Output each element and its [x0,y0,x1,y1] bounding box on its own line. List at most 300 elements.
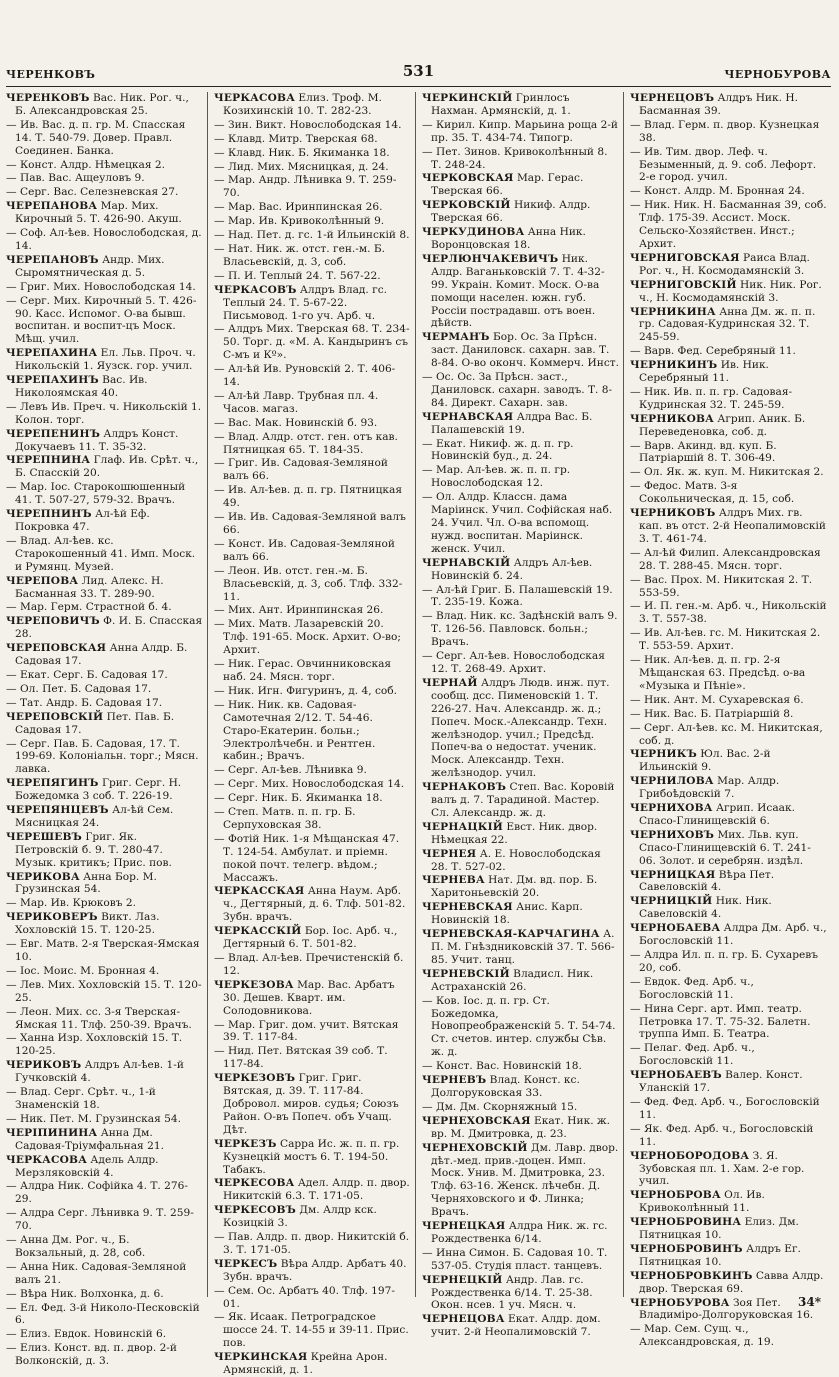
entry-surname: ЧЕРНЕЯ [422,847,477,860]
entry-details: Зоя Пет. Владиміро-Долгоруковская 16. [639,1296,814,1322]
entry-details: Алдра Ил. п. п. гр. Б. Сухаревъ 20, соб. [639,949,818,974]
directory-subentry [422,146,619,172]
entry-details: Крейна Арон. Армянскій, д. 1. [223,1351,388,1377]
entry-surname: ЧЕРНИКОВА [630,412,714,425]
entry-details: Анна Ник. Садовая-Земляной валъ 21. [15,1260,187,1286]
directory-subentry [6,1302,203,1328]
entry-details: Ив. Ал-ѣев. д. п. гр. Пятницкая 49. [223,484,403,510]
entry-surname: ЧЕРЕШЕВЪ [6,830,82,843]
entry-details: Анна Дм. ж. п. п. гр. Садовая-Кудринская 32. Т. 245-59. [639,305,816,344]
directory-subentry [422,1101,619,1114]
directory-subentry [214,229,411,242]
entry-details: Алдра Вас. Б. Палашевскій 19. [431,410,593,436]
directory-subentry [630,1042,827,1068]
entry-details: Левъ Ив. Преч. ч. Никольскій 1. Колон. торг. [15,400,202,426]
directory-subentry [6,227,203,253]
directory-subentry [214,511,411,537]
directory-entry [422,1074,619,1100]
entry-details: Ник. Ник. Н. Басманная 39, соб. Тлф. 175-39. Ассист. Моск. Сельско-Хозяйствен. Инст.; Архит. [639,199,827,250]
directory-subentry [6,1207,203,1233]
entry-details: Нид. Пет. Вятская 39 соб. Т. 117-84. [223,1045,388,1071]
directory-subentry [6,1032,203,1058]
directory-subentry [6,401,203,427]
entry-details: Пав. Алдр. п. двор. Никитскій б. 3. Т. 171-05. [223,1231,410,1256]
entry-details: Андр. Мих. Сыромятническая д. 5. [15,253,165,279]
entry-details: Фотій Ник. 1-я Мѣщанская 47. Т. 124-54. Амбулат. и пріемн. покой почт. телегр. вѣдом.; Массажъ. [223,832,400,884]
entry-details: Евг. Матв. 2-я Тверская-Ямская 10. [15,938,200,963]
directory-subentry [6,979,203,1005]
entry-surname: ЧЕРНАЦКІЙ [422,820,503,833]
directory-subentry [630,440,827,466]
entry-details: Дм. Алдр кск. Козицкій 3. [223,1204,377,1230]
entry-details: Елиз. Дм. Пятницкая 10. [639,1216,799,1242]
directory-entry [630,1189,827,1215]
directory-entry [630,1069,827,1095]
directory-entry [422,821,619,847]
entry-details: Ив. Ив. Садовая-Земляной валъ 66. [223,511,406,536]
entry-details: Алдръ Мих. Тверская 68. Т. 234-50. Торг. д. «М. А. Кандыринъ съ С-мъ и Кº». [223,323,410,362]
entry-surname: ЧЕРНОБРОВА [630,1189,721,1202]
entry-details: Ник. Ал-ѣев. д. п. гр. 2-я Мѣщанская 63. Предсѣд. о-ва «Музыка и Пѣніе». [639,654,806,692]
directory-entry [630,1243,827,1269]
directory-subentry [422,995,619,1060]
directory-subentry [214,565,411,604]
directory-entry [214,885,411,924]
entry-details: Лид. Алекс. Н. Басманная 33. Т. 289-90. [15,574,164,600]
directory-subentry [422,464,619,490]
directory-entry [422,1220,619,1246]
directory-subentry [630,654,827,693]
entry-surname: ЧЕРКИНСКІЙ [422,92,513,104]
header-rule [6,86,831,87]
directory-entry [422,172,619,198]
entry-details: З. Я. Зубовская пл. 1. Хам. 2-е гор. учил. [639,1149,805,1188]
entry-details: Агрип. Аник. Б. Переведеновка, соб. д. [639,412,806,438]
entry-details: Ник. Ник. кв. Садовая-Самотечная 2/12. Т. 54-46. Старо-Екатерин. больн.; Электролѣчебн. и Рентген. кабин.; Врачъ. [223,698,376,763]
column-1 [6,92,208,1368]
directory-subentry [214,1045,411,1071]
entry-details: Вѣра Алдр. Арбатъ 40. Зубн. врачъ. [223,1257,407,1283]
directory-subentry [6,1328,203,1341]
directory-entry [214,1138,411,1177]
entry-details: Григ. Ив. Садовая-Земляной валъ 66. [223,457,388,483]
directory-subentry [6,481,203,507]
directory-subentry [214,658,411,684]
entry-surname: ЧЕРНОБРОВИНА [630,1216,742,1229]
entry-details: Бор. Іос. Арб. ч., Дегтярный 6. Т. 501-82. [223,925,398,951]
directory-subentry [214,833,411,885]
entry-details: Екат. Ник. ж. вр. М. Дмитровка, д. 23. [431,1114,611,1140]
entry-details: Лид. Мих. Мясницкая, д. 24. [227,160,389,173]
entry-details: Екат. Серг. Б. Садовая 17. [19,668,168,681]
entry-details: Мар. Герас. Тверская 66. [431,172,584,198]
entry-details: Алдръ Людв. инж. пут. сообщ. дсс. Пименовскій 1. Т. 226-27. Нач. Александр. ж. д.; Попеч. Моск.-Александр. Техн. желѣзнодор. учил.; Предсѣд. Попеч-ва о недостат. ученик. Моск. Александр. Техн. желѣзнодор. учил. [431,676,610,780]
entry-surname: ЧЕРНЕВСКАЯ [422,901,513,914]
entry-details: Степ. Матв. п. п. гр. Б. Серпуховская 38. [223,806,356,831]
directory-subentry [214,201,411,214]
entry-surname: ЧЕРЕПОВИЧЪ [6,615,100,628]
entry-details: Соф. Ал-ѣев. Новослободская, д. 14. [15,227,202,252]
entry-details: Адел. Алдр. п. двор. Никитскій 6.3. Т. 171-05. [223,1177,410,1203]
entry-details: А. П. М. Гнѣздниковскій 37. Т. 566-85. Учит. танц. [431,928,615,966]
entry-surname: ЧЕРКАССКІЙ [214,925,302,938]
entry-details: Мар. Алдр. Грибоѣдовскій 7. [639,775,780,801]
entry-details: Ал-ѣй Лавр. Трубная пл. 4. Часов. магаз. [223,389,379,415]
entry-surname: ЧЕРНЕВСКІЙ [422,967,510,980]
directory-entry [214,1351,411,1377]
entry-details: Ал-ѣй Филип. Александровская 28. Т. 288-45. Мясн. торг. [639,546,821,572]
entry-details: Григ. Серг. Н. Божедомка 3 соб. Т. 226-19. [15,777,182,803]
directory-subentry [6,281,203,294]
directory-subentry [422,1060,619,1073]
entry-surname: ЧЕРНЕВЪ [422,1074,487,1087]
directory-subentry [6,1261,203,1287]
entry-details: Алдръ Ал-ѣев. Новинскій б. 24. [431,556,593,582]
entry-details: Влад. Конст. кс. Долгоруковская 33. [431,1074,580,1099]
directory-entry [630,306,827,345]
entry-details: Григ. Як. Петровскій б. 9. Т. 280-47. Музык. критикъ; Прис. пов. [15,830,172,869]
directory-subentry [214,417,411,430]
entry-details: Мар. Ив. Крюковъ 2. [19,897,136,910]
entry-details: Влад. Ник. кс. Задѣнскій валъ 9. Т. 126-56. Павловск. больн.; Врачъ. [431,610,618,649]
directory-entry [422,226,619,252]
entry-surname: ЧЕРНИХОВА [630,802,713,815]
page-number: 531 [402,62,435,80]
directory-subentry [214,685,411,698]
directory-subentry [6,897,203,910]
entry-details: Юл. Вас. 2-й Ильинскій 9. [639,748,771,774]
directory-subentry [630,146,827,185]
entry-details: Ив. Ник. Серебряный 11. [639,359,769,385]
entry-details: Алдръ Ник. Н. Басманная 39. [639,92,798,117]
entry-details: Мих. Матв. Лазаревскій 20. Тлф. 191-65. Моск. Архит. О-во; Архит. [223,618,401,657]
entry-details: Серг. Мих. Новослободская 14. [227,778,405,791]
entry-details: Конст. Алдр. Нѣмецкая 2. [19,158,165,171]
directory-entry [630,775,827,801]
directory-entry [630,922,827,948]
entry-surname: ЧЕРЕПЯГИНЪ [6,777,99,790]
directory-subentry [6,186,203,199]
directory-subentry [422,610,619,649]
directory-subentry [630,480,827,506]
directory-subentry [214,604,411,617]
entry-surname: ЧЕРНЕЦКІЙ [422,1273,503,1286]
directory-entry [630,1216,827,1242]
directory-subentry [422,371,619,410]
entry-details: Ел. Фед. 3-й Николо-Песковскій 6. [15,1301,200,1327]
entry-details: А. Е. Новослободская 28. Т. 527-02. [431,847,601,873]
directory-subentry [422,491,619,556]
directory-subentry [214,1231,411,1257]
entry-details: Ник. Алдр. Ваганьковскій 7. Т. 4-32-99. Украін. Комит. Моск. О-ва помощи населен. южн. губ. Россіи пострадавш. отъ воен. дѣйств. [431,252,605,330]
entry-details: Леон. Ив. отст. ген.-м. Б. Власьевскій, д. 3, соб. Тлф. 332-11. [223,564,403,603]
directory-subentry [630,600,827,626]
directory-subentry [6,738,203,777]
header-last-entry: ЧЕРНОБУРОВА [724,68,831,81]
directory-subentry [214,764,411,777]
entry-surname: ЧЕРКОВСКАЯ [422,172,514,185]
entry-details: Мар. Ал-ѣев. ж. п. п. гр. Новослободская 12. [431,464,571,490]
entry-details: Вас. Прох. М. Никитская 2. Т. 553-59. [639,573,813,599]
entry-details: Алдра Ник. Софійка 4. Т. 276-29. [15,1180,188,1206]
entry-surname: ЧЕРНЕВСКАЯ-КАРЧАГИНА [422,928,600,941]
entry-surname: ЧЕРКАСОВЪ [214,283,297,296]
entry-surname: ЧЕРЛЮНЧАКЕВИЧЪ [422,252,559,265]
directory-entry [630,413,827,439]
directory-subentry [6,669,203,682]
entry-details: Ал-ѣй Сем. Мясницкая 24. [15,804,174,829]
directory-entry [422,331,619,370]
entry-details: Мар. Сем. Сущ. ч., Александровская, д. 19. [639,1323,774,1349]
entry-surname: ЧЕРЕПНИНА [6,454,91,467]
directory-subentry [630,119,827,145]
entry-details: Алдра Ник. ж. гс. Рождественка 6/14. [431,1220,608,1245]
directory-entry [422,874,619,900]
entry-details: Мих. Льв. куп. Спасо-Глинищевскій 6. Т. 241-06. Золот. и серебрян. издѣл. [639,828,811,867]
header-first-entry: ЧЕРЕНКОВЪ [6,68,96,81]
directory-entry [214,284,411,323]
entry-details: Елиз. Конст. вд. п. двор. 2-й Волконскій, д. 3. [15,1342,177,1368]
entry-surname: ЧЕРКЕЗОВА [214,978,294,991]
directory-subentry [630,386,827,412]
entry-details: Мар. Григ. дом. учит. Вятская 39. Т. 117-84. [223,1018,399,1044]
entry-details: Мар. Андр. Лѣнивка 9. Т. 259-70. [223,174,397,200]
directory-subentry [630,708,827,721]
directory-entry [422,557,619,583]
entry-details: Григ. Григ. Вятская, д. 39. Т. 117-84. Добровол. миров. судья; Союзъ Район. О-въ Попеч. объ Учащ. Дѣт. [223,1072,399,1136]
directory-subentry [214,390,411,416]
entry-details: Конст. Вас. Новинскій 18. [435,1060,582,1073]
entry-surname: ЧЕРЕПОВСКАЯ [6,642,107,655]
directory-entry [214,1072,411,1137]
entry-details: Григ. Мих. Новослободская 14. [19,280,196,293]
directory-entry [630,748,827,774]
entry-surname: ЧЕРКЕСОВА [214,1177,295,1190]
directory-subentry [214,215,411,228]
entry-surname: ЧЕРНЕЦОВА [422,1313,505,1326]
entry-surname: ЧЕРЕНКОВЪ [6,92,90,104]
entry-surname: ЧЕРНЕЦКАЯ [422,1220,506,1233]
entry-details: Сем. Ос. Арбатъ 40. Тлф. 197-01. [223,1284,395,1310]
directory-subentry [214,806,411,832]
entry-details: Екат. Никиф. ж. д. п. гр. Новинскій буд., д. 24. [431,437,574,463]
directory-subentry [214,174,411,200]
directory-subentry [214,699,411,764]
entry-details: Як. Фед. Арб. ч., Богословскій 11. [639,1122,814,1148]
directory-entry [422,848,619,874]
entry-details: Елиз. Троф. М. Козихинскій 10. Т. 282-23. [223,92,382,117]
entry-surname: ЧЕРНИГОВСКІЙ [630,278,737,291]
directory-entry [422,1115,619,1141]
entry-surname: ЧЕРКЕСЪ [214,1257,278,1270]
entry-details: Алдръ Ег. Пятницкая 10. [639,1242,801,1268]
entry-details: Ник. Ник. Рог. ч., Н. Космодамянскій 3. [639,278,822,304]
entry-details: Ел. Льв. Проч. ч. Никольскій 1. Яузск. гор. учил. [15,347,196,373]
entry-details: Пелаг. Фед. Арб. ч., Богословскій 11. [639,1042,755,1068]
entry-details: Мар. Іос. Старокошюшенный 41. Т. 507-27, 579-32. Врачъ. [15,481,186,507]
entry-details: Варв. Акинд. вд. куп. Б. Патріаршій 8. Т. 306-49. [639,439,777,465]
entry-details: Пет. Пав. Б. Садовая 17. [15,710,175,736]
directory-entry [6,831,203,870]
directory-entry [6,200,203,226]
directory-entry [630,252,827,278]
entry-surname: ЧЕРКАССКАЯ [214,885,305,898]
entry-details: Серг. Ник. Б. Якиманка 18. [227,792,383,805]
entry-surname: ЧЕРНИКИНА [630,305,716,318]
entry-surname: ЧЕРКУДИНОВА [422,226,525,239]
directory-subentry [214,1019,411,1045]
directory-subentry [214,147,411,160]
entry-details: Ханна Изр. Хохловскій 15. Т. 120-25. [15,1032,183,1058]
entry-details: Влад. Герм. п. двор. Кузнецкая 38. [639,118,820,144]
entry-details: Алдра Дм. Арб. ч., Богословскій 11. [639,922,827,948]
directory-entry [6,804,203,830]
entry-details: Влад. Ал-ѣев. кс. Старокошенный 41. Имп. Моск. и Румянц. Музей. [15,534,196,573]
entry-details: Алдръ Влад. гс. Теплый 24. Т. 5-67-22. Письмовод. 1-го уч. Арб. ч. [223,283,388,322]
directory-entry [6,428,203,454]
entry-surname: ЧЕРЕПАХИНЪ [6,374,99,387]
directory-subentry [214,133,411,146]
directory-subentry [630,185,827,198]
entry-surname: ЧЕРКАСОВА [6,1153,88,1166]
entry-details: Мих. Ант. Иринпинская 26. [227,604,384,617]
entry-surname: ЧЕРНОБОРОДОВА [630,1149,750,1162]
entry-details: Евст. Ник. двор. Нѣмецкая 22. [431,820,598,846]
directory-entry [6,454,203,480]
entry-details: Вас. Ив. Николоямская 40. [15,374,148,399]
entry-details: Ал-ѣй Григ. Б. Палашевскій 19. Т. 235-19. Кожа. [431,583,613,609]
entry-details: Влад. Алдр. отст. ген. отъ кав. Пятницкая 65. Т. 184-35. [223,430,398,456]
directory-entry [6,1154,203,1180]
directory-entry [6,871,203,897]
entry-details: Сарра Ис. ж. п. п. гр. Кузнецкій мостъ 6. Т. 194-50. Табакъ. [223,1137,400,1176]
entry-surname: ЧЕРНИКЪ [630,748,697,761]
entry-details: Ник. Ант. М. Сухаревская 6. [643,693,804,706]
directory-subentry [422,1247,619,1273]
directory-subentry [6,172,203,185]
entry-details: Мар. Вас. Арбатъ 30. Дешев. Кварт. им. Солодовникова. [223,978,395,1017]
directory-subentry [214,618,411,657]
entry-details: Нат. Дм. вд. пор. Б. Харитоньевскій 20. [431,874,598,900]
directory-subentry [6,119,203,158]
entry-details: Серг. Вас. Селезневская 27. [19,186,179,199]
directory-subentry [6,1086,203,1112]
entry-details: Глаф. Ив. Срѣт. ч., Б. Спасскій 20. [15,454,199,480]
directory-entry [6,1127,203,1153]
entry-details: Степ. Вас. Коровій валъ д. 7. Тарадиной. Мастер. Сл. Александр. ж. д. [431,781,615,819]
directory-subentry [214,778,411,791]
directory-entry [214,1258,411,1284]
entry-details: Серг. Ал-ѣев. Лѣнивка 9. [227,764,367,777]
directory-subentry [214,457,411,483]
entry-surname: ЧЕРНИЦКІЙ [630,895,713,908]
entry-details: Инна Симон. Б. Садовая 10. Т. 537-05. Студія пласт. танцевъ. [431,1246,608,1272]
entry-surname: ЧЕРНИКОВЪ [630,507,716,520]
entry-surname: ЧЕРКАСОВА [214,92,296,104]
directory-subentry [6,697,203,710]
entry-details: Конст. Алдр. М. Бронная 24. [643,185,805,198]
directory-entry [6,254,203,280]
directory-entry [6,642,203,668]
entry-details: Мар. Мих. Кирочный 5. Т. 426-90. Акуш. [15,200,182,226]
directory-subentry [422,438,619,464]
entry-details: Бор. Ос. За Прѣсн. заст. Даниловск. сахарн. зав. Т. 8-84. О-во оконч. Коммерч. Инст. [431,331,619,370]
entry-surname: ЧЕРИКОВЪ [6,1059,82,1072]
entry-surname: ЧЕРЕПАНОВЪ [6,253,99,266]
directory-entry [422,781,619,820]
entry-surname: ЧЕРНОБРОВКИНЪ [630,1269,753,1282]
directory-subentry [6,938,203,964]
directory-entry [630,869,827,895]
directory-entry [6,711,203,737]
entry-details: Серг. Ал-ѣев. кс. М. Никитская, соб. д. [639,721,823,747]
directory-subentry [6,1113,203,1126]
directory-entry [6,615,203,641]
entry-details: Пав. Вас. Ащеуловъ 9. [19,172,145,185]
entry-surname: ЧЕРНОБАЕВА [630,922,721,935]
entry-surname: ЧЕРНЕХОВСКАЯ [422,1114,531,1127]
entry-surname: ЧЕРНИГОВСКАЯ [630,251,740,264]
directory-subentry [214,270,411,283]
directory-subentry [214,1311,411,1350]
entry-details: Ив. Вас. д. п. гр. М. Спасская 14. Т. 540-79. Довер. Правл. Соединен. Банка. [15,118,186,157]
entry-details: Над. Пет. д. гс. 1-й Ильинскій 8. [227,229,410,242]
directory-subentry [630,1323,827,1349]
directory-subentry [6,683,203,696]
entry-surname: ЧЕРНИЦКАЯ [630,868,716,881]
entry-surname: ЧЕРКОВСКІЙ [422,199,511,212]
entry-details: Ник. Ник. Савеловскій 4. [639,895,772,921]
entry-details: Іос. Моис. М. Бронная 4. [19,964,160,977]
entry-details: Ал-ѣй Еф. Покровка 47. [15,508,150,533]
entry-details: Елиз. Евдок. Новинскій 6. [19,1328,167,1341]
entry-surname: ЧЕРНИЛОВА [630,775,714,788]
directory-entry [630,829,827,868]
entry-details: Серг. Пав. Б. Садовая, 17. Т. 199-69. Колоніальн. торг.; Мясн. лавка. [15,737,199,776]
entry-details: Серг. Мих. Кирочный 5. Т. 426-90. Касс. Испомог. О-ва бывш. воспитан. и воспит-цъ Моск. Мѣщ. учил. [15,294,197,346]
entry-details: Анна Наум. Арб. ч., Дегтярный, д. 6. Тлф. 501-82. Зубн. врачъ. [223,885,406,924]
entry-details: Ол. Пет. Б. Садовая 17. [19,682,152,695]
directory-subentry [214,363,411,389]
entry-details: Вас. Мак. Новинскій б. 93. [227,416,378,429]
entry-details: Анна Ник. Воронцовская 18. [431,226,586,251]
entry-details: Ал-ѣй Ив. Руновскій 2. Т. 406-14. [223,363,396,389]
entry-details: Вас. Ник. Рог. ч., Б. Александровская 25. [15,92,189,117]
entry-details: Ков. Іос. д. п. гр. Ст. Божедомка, Новопреображенскій 5. Т. 54-74. Ст. счетов. интер. службы Сѣв. ж. д. [431,994,616,1059]
directory-subentry [214,952,411,978]
directory-entry [6,575,203,601]
entry-details: Анис. Карп. Новинскій 18. [431,901,583,927]
entry-surname: ЧЕРНАЙ [422,676,478,689]
entry-details: Ф. И. Б. Спасская 28. [15,615,203,641]
directory-entry [422,199,619,225]
entry-details: Ос. Ос. За Прѣсн. заст., Даниловск. сахарн. заводъ. Т. 8-84. Директ. Сахарн. зав. [431,371,613,409]
entry-details: И. П. ген.-м. Арб. ч., Никольскій 3. Т. 557-38. [639,600,827,626]
directory-subentry [630,199,827,251]
entry-details: Екат. Алдр. дом. учит. 2-й Неопалимовскій 7. [431,1313,601,1339]
directory-entry [214,1204,411,1230]
directory-subentry [6,1234,203,1260]
entry-details: Клавд. Ник. Б. Якиманка 18. [227,146,390,159]
directory-subentry [630,466,827,479]
directory-entry [214,925,411,951]
entry-details: Мар. Вас. Иринпинская 26. [227,201,383,214]
entry-surname: ЧЕРНОБУРОВА [630,1296,730,1309]
directory-entry [422,92,619,118]
directory-subentry [6,535,203,574]
directory-subentry [630,345,827,358]
directory-entry [630,895,827,921]
